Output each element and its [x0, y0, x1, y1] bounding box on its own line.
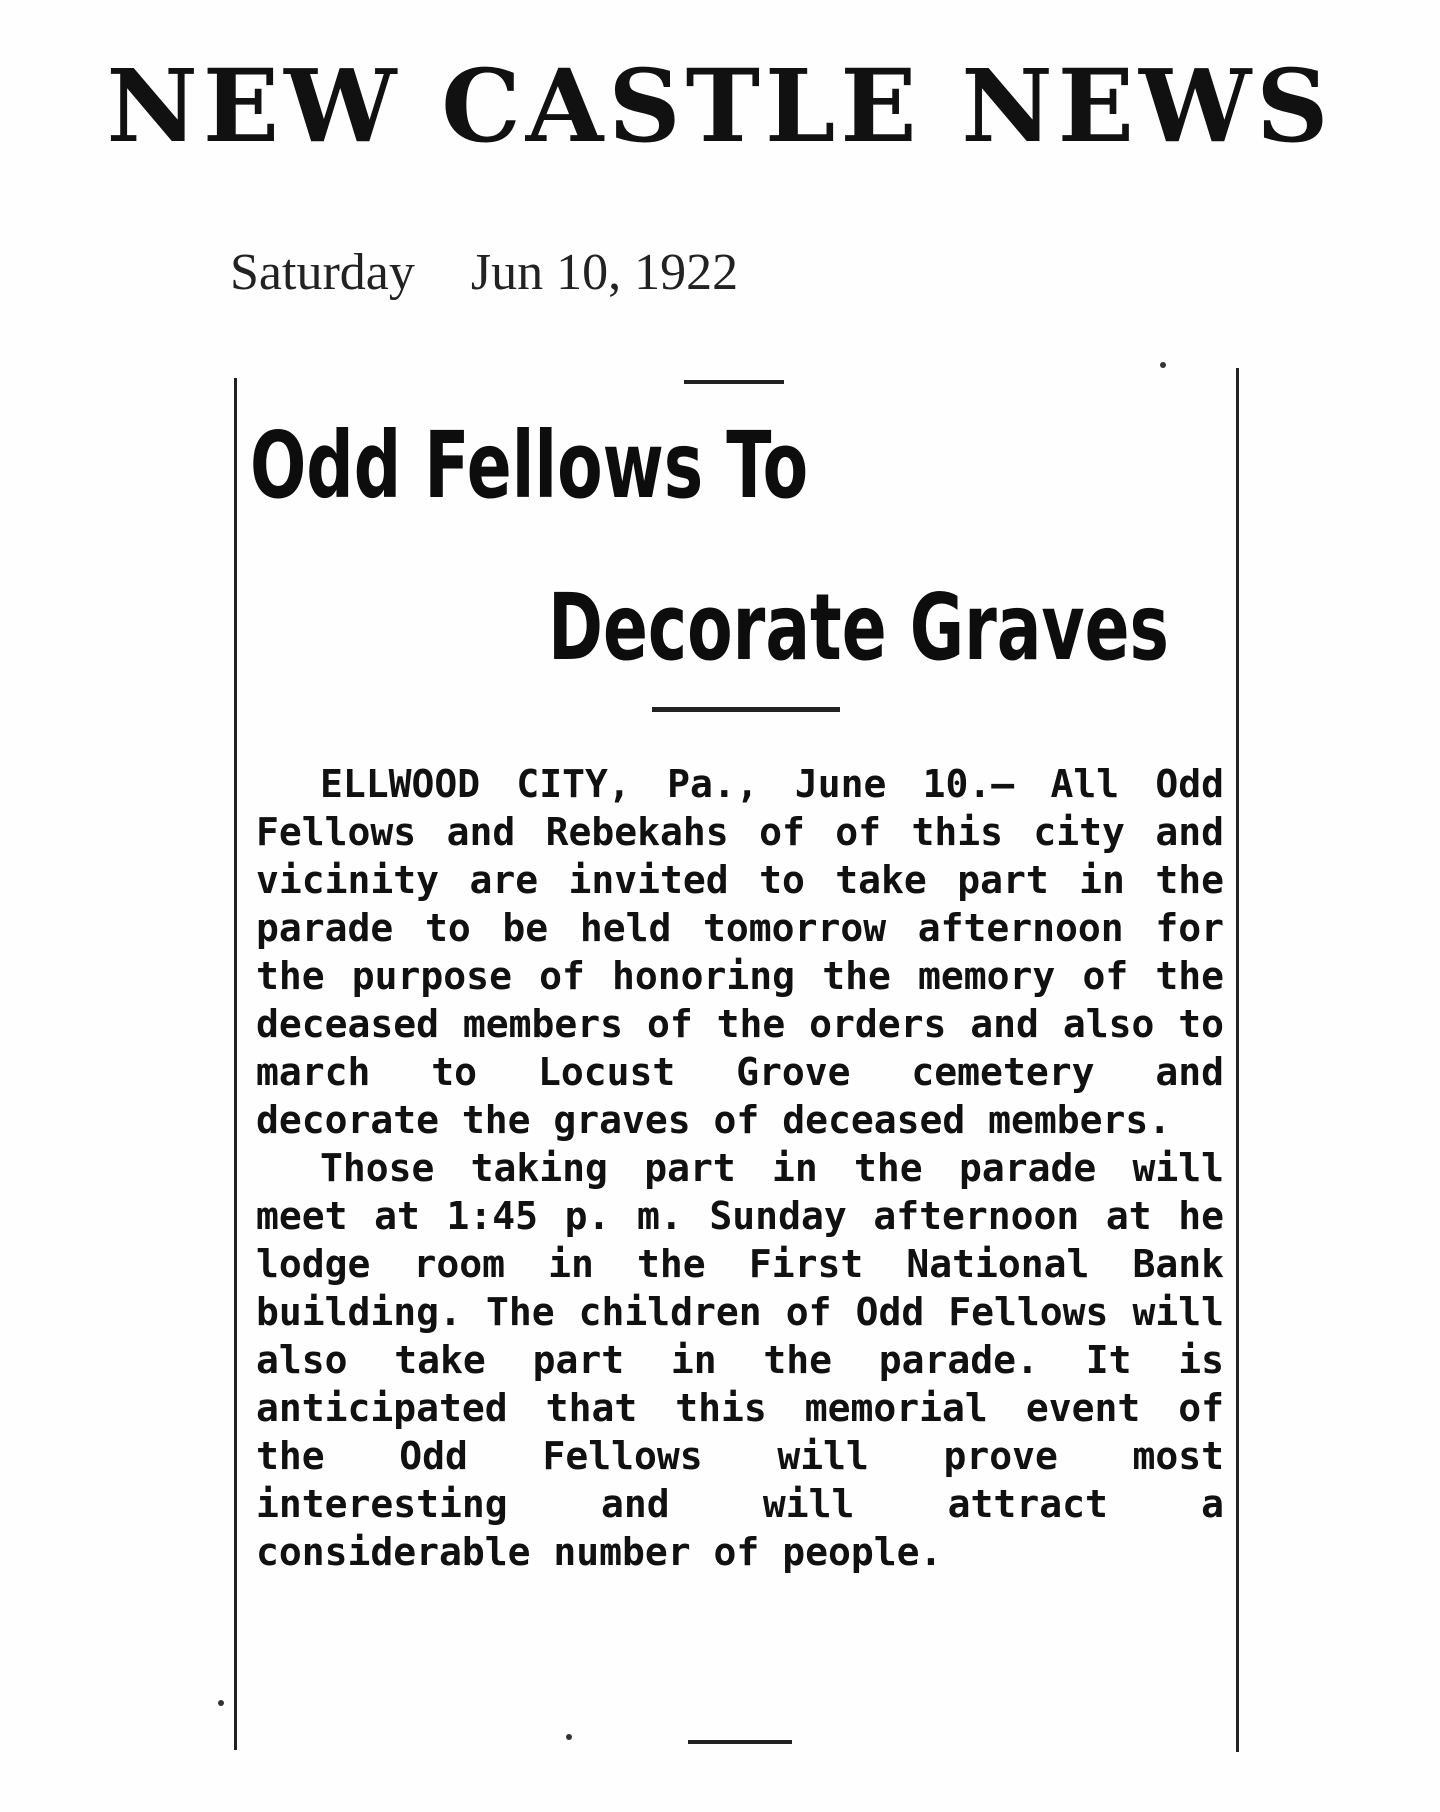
article-body	[256, 760, 1224, 1576]
print-speck	[1160, 362, 1166, 368]
article-paragraph-1: ELLWOOD CITY, Pa., June 10.— All Odd Fellows and Rebekahs of of this city and vicinity are invited to take part in the parade to be held tomorrow afternoon for the purpose of honoring the memory of the deceased members of the orders and also to march to Locust Grove cemetery and decorate the graves of deceased members.	[256, 762, 1224, 1142]
newspaper-masthead: NEW CASTLE NEWS	[106, 47, 1334, 165]
weekday: Saturday	[230, 244, 415, 301]
publication-date	[230, 243, 738, 302]
full-date: Jun 10, 1922	[470, 244, 739, 301]
headline-divider	[652, 707, 840, 712]
headline-line-2: Decorate Graves	[548, 574, 1169, 681]
print-speck	[218, 1700, 224, 1706]
column-rule-left	[234, 378, 237, 1750]
print-speck	[566, 1734, 572, 1740]
top-divider	[684, 380, 784, 384]
headline-line-1: Odd Fellows To	[250, 412, 809, 519]
bottom-divider	[688, 1740, 792, 1744]
article-paragraph-2: Those taking part in the parade will meet at 1:45 p. m. Sunday afternoon at he lodge room in the First National Bank building. The children of Odd Fellows will also take part in the parade. It is anticipated that this memorial event of the Odd Fellows will prove most interesting and will attract a considerable number of people.	[256, 1146, 1224, 1574]
column-rule-right	[1236, 368, 1239, 1752]
